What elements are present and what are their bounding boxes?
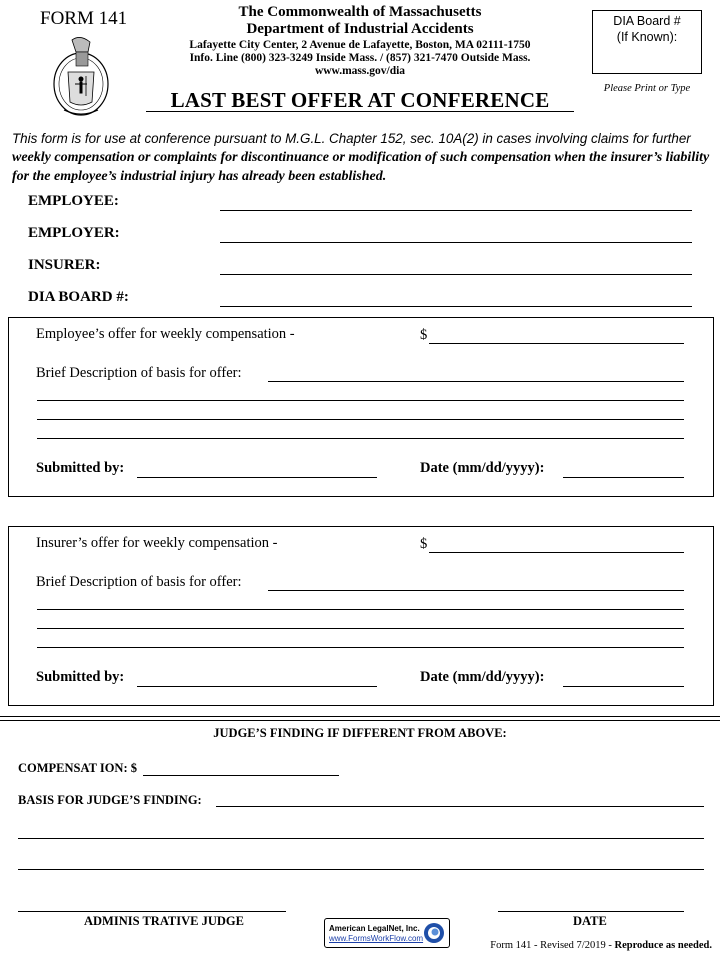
employee-label: EMPLOYEE: <box>28 193 119 209</box>
employee-offer-amount-field[interactable] <box>429 325 684 344</box>
agency-website: www.mass.gov/dia <box>314 64 406 77</box>
agency-line2: Department of Industrial Accidents <box>246 21 474 38</box>
insurer-description-label: Brief Description of basis for offer: <box>36 574 242 590</box>
revision-text: Form 141 - Revised 7/2019 - <box>490 940 615 951</box>
print-note: Please Print or Type <box>603 83 691 94</box>
vendor-badge[interactable] <box>324 918 450 948</box>
revision-note <box>476 940 712 951</box>
judge-signature-label: ADMINIS TRATIVE JUDGE <box>84 914 244 928</box>
compensation-field[interactable] <box>143 757 339 776</box>
page-title: LAST BEST OFFER AT CONFERENCE <box>170 88 550 112</box>
employee-date-field[interactable] <box>563 459 684 478</box>
insurer-submitted-field[interactable] <box>137 668 377 687</box>
form-number: FORM 141 <box>40 8 128 29</box>
basis-line[interactable] <box>18 869 704 870</box>
insurer-offer-section <box>8 526 714 706</box>
employee-date-label: Date (mm/dd/yyyy): <box>420 460 545 476</box>
dia-board-label: DIA BOARD #: <box>28 289 129 305</box>
employee-description-label: Brief Description of basis for offer: <box>36 365 242 381</box>
employee-offer-section <box>8 317 714 497</box>
massachusetts-seal-icon <box>50 32 112 118</box>
section-divider <box>0 720 720 721</box>
dia-board-box[interactable] <box>592 10 702 74</box>
basis-field[interactable] <box>216 788 704 807</box>
insurer-label: INSURER: <box>28 257 101 273</box>
insurer-description-line[interactable] <box>37 628 684 629</box>
vendor-name: American LegalNet, Inc. <box>329 924 420 933</box>
insurer-date-field[interactable] <box>563 668 684 687</box>
basis-line[interactable] <box>18 838 704 839</box>
insurer-submitted-label: Submitted by: <box>36 669 125 685</box>
reproduce-text: Reproduce as needed. <box>614 940 712 951</box>
employer-label: EMPLOYER: <box>28 225 120 241</box>
employee-description-line[interactable] <box>37 400 684 401</box>
dia-board-field[interactable] <box>220 288 692 307</box>
basis-label: BASIS FOR JUDGE’S FINDING: <box>18 793 202 807</box>
insurer-offer-currency: $ <box>420 536 428 552</box>
board-box-label: DIA Board # <box>613 14 681 28</box>
employee-description-field[interactable] <box>268 363 684 382</box>
employee-description-line[interactable] <box>37 438 684 439</box>
compensation-label: COMPENSAT ION: $ <box>18 761 137 775</box>
section-divider <box>0 716 720 717</box>
insurer-description-line[interactable] <box>37 609 684 610</box>
judge-date-label: DATE <box>573 914 607 928</box>
title-underline <box>146 111 574 112</box>
intro-bold: weekly compensation or complaints for discontinuance or modification of such compensation when the insurer’s liability for the employee’s industrial injury has already been established. <box>12 150 710 184</box>
insurer-offer-label: Insurer’s offer for weekly compensation - <box>36 535 278 551</box>
employee-submitted-field[interactable] <box>137 459 377 478</box>
judge-heading: JUDGE’S FINDING IF DIFFERENT FROM ABOVE: <box>213 726 507 740</box>
board-box-sublabel: (If Known): <box>616 30 678 45</box>
intro-italic: This form is for use at conference pursuant to M.G.L. Chapter 152, sec. 10A(2) in cases involving claims for further <box>12 131 691 146</box>
agency-address: Lafayette City Center, 2 Avenue de Lafayette, Boston, MA 02111-1750 <box>189 38 531 51</box>
employee-description-line[interactable] <box>37 419 684 420</box>
insurer-description-line[interactable] <box>37 647 684 648</box>
judge-signature-field[interactable] <box>18 911 286 912</box>
employer-field[interactable] <box>220 224 692 243</box>
employee-offer-label: Employee’s offer for weekly compensation - <box>36 326 295 342</box>
insurer-date-label: Date (mm/dd/yyyy): <box>420 669 545 685</box>
intro-paragraph <box>12 130 712 186</box>
judge-date-field[interactable] <box>498 911 684 912</box>
vendor-url[interactable]: www.FormsWorkFlow.com <box>329 934 424 943</box>
agency-phone: Info. Line (800) 323-3249 Inside Mass. / (857) 321-7470 Outside Mass. <box>189 51 531 64</box>
insurer-field[interactable] <box>220 256 692 275</box>
insurer-description-field[interactable] <box>268 572 684 591</box>
employee-submitted-label: Submitted by: <box>36 460 125 476</box>
agency-header <box>160 4 560 78</box>
vendor-logo-icon <box>423 922 445 944</box>
agency-line1: The Commonwealth of Massachusetts <box>238 4 482 20</box>
employee-field[interactable] <box>220 192 692 211</box>
insurer-offer-amount-field[interactable] <box>429 534 684 553</box>
employee-offer-currency: $ <box>420 327 428 343</box>
